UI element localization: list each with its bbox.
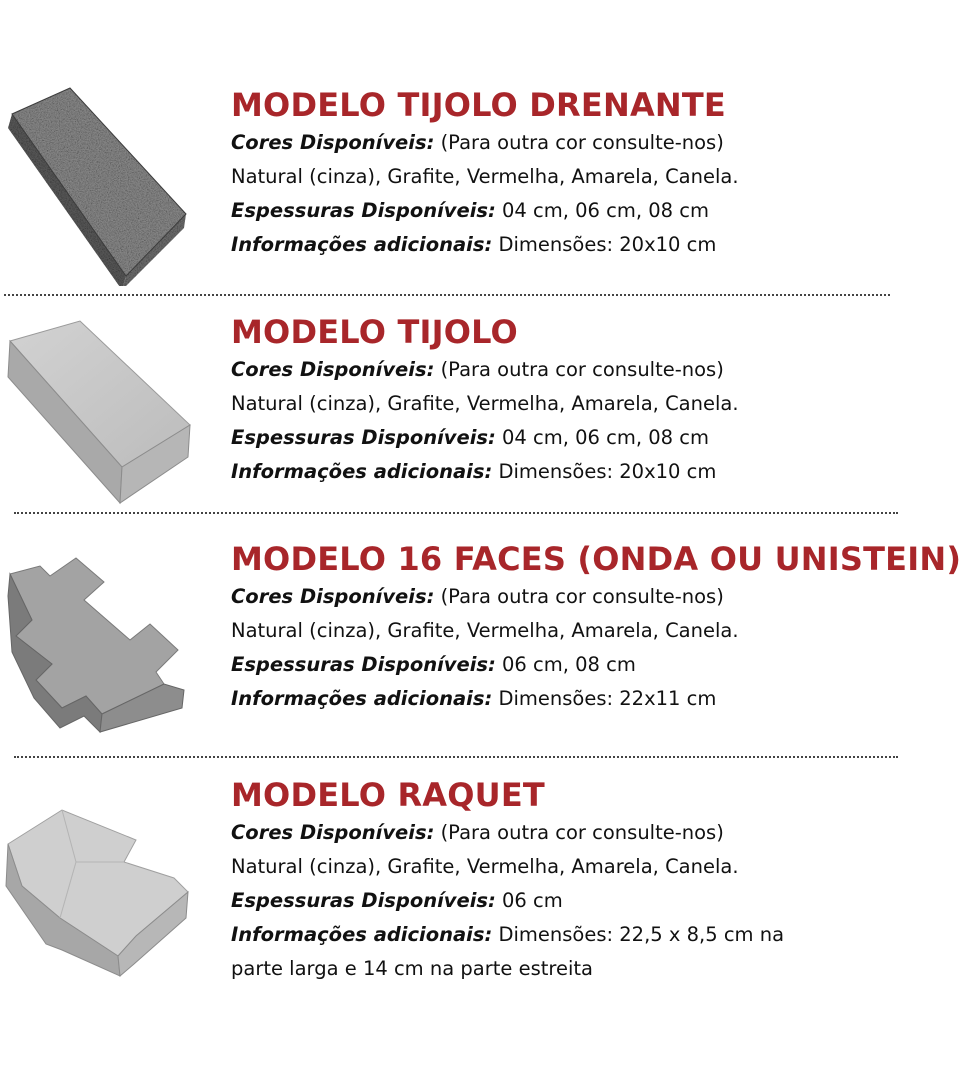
wave-paver-icon xyxy=(2,556,202,756)
colors-label: Cores Disponíveis: xyxy=(231,131,435,154)
info-line xyxy=(231,918,961,952)
info-value-continued: parte larga e 14 cm na parte estreita xyxy=(231,957,593,980)
info-value: Dimensões: 20x10 cm xyxy=(492,460,717,483)
info-label: Informações adicionais: xyxy=(231,687,493,710)
colors-line xyxy=(231,126,961,160)
thickness-value: 04 cm, 06 cm, 08 cm xyxy=(495,199,709,222)
thickness-line xyxy=(231,421,961,455)
colors-list: Natural (cinza), Grafite, Vermelha, Amarela, Canela. xyxy=(231,165,739,188)
colors-line xyxy=(231,816,961,850)
thickness-label: Espessuras Disponíveis: xyxy=(231,426,496,449)
info-line xyxy=(231,228,961,262)
product-title: MODELO TIJOLO DRENANTE xyxy=(231,86,726,124)
thickness-label: Espessuras Disponíveis: xyxy=(231,199,496,222)
info-value: Dimensões: 22x11 cm xyxy=(492,687,717,710)
colors-note: (Para outra cor consulte-nos) xyxy=(434,821,724,844)
thickness-value: 06 cm, 08 cm xyxy=(495,653,636,676)
colors-line xyxy=(231,580,961,614)
colors-note: (Para outra cor consulte-nos) xyxy=(434,585,724,608)
porous-brick-paver-icon xyxy=(4,86,204,286)
divider xyxy=(4,294,890,296)
info-value: Dimensões: 20x10 cm xyxy=(492,233,717,256)
thickness-line xyxy=(231,194,961,228)
product-details xyxy=(231,86,961,262)
thickness-label: Espessuras Disponíveis: xyxy=(231,653,496,676)
colors-line xyxy=(231,353,961,387)
colors-list: Natural (cinza), Grafite, Vermelha, Amarela, Canela. xyxy=(231,392,739,415)
product-title: MODELO RAQUET xyxy=(231,776,545,814)
product-title: MODELO TIJOLO xyxy=(231,313,518,351)
brick-paver-icon xyxy=(4,319,204,519)
thickness-value: 06 cm xyxy=(495,889,563,912)
thickness-line xyxy=(231,648,961,682)
thickness-line xyxy=(231,884,961,918)
divider xyxy=(14,512,898,514)
product-details xyxy=(231,313,961,489)
raquet-paver-icon xyxy=(2,806,202,1006)
info-line xyxy=(231,455,961,489)
thickness-value: 04 cm, 06 cm, 08 cm xyxy=(495,426,709,449)
colors-label: Cores Disponíveis: xyxy=(231,585,435,608)
colors-list: Natural (cinza), Grafite, Vermelha, Amarela, Canela. xyxy=(231,855,739,878)
product-details xyxy=(231,540,961,716)
info-value: Dimensões: 22,5 x 8,5 cm na xyxy=(492,923,785,946)
colors-list: Natural (cinza), Grafite, Vermelha, Amarela, Canela. xyxy=(231,619,739,642)
colors-note: (Para outra cor consulte-nos) xyxy=(434,131,724,154)
info-label: Informações adicionais: xyxy=(231,923,493,946)
product-title: MODELO 16 FACES (ONDA OU UNISTEIN) xyxy=(231,540,962,578)
product-details xyxy=(231,776,961,986)
thickness-label: Espessuras Disponíveis: xyxy=(231,889,496,912)
info-line xyxy=(231,682,961,716)
colors-label: Cores Disponíveis: xyxy=(231,821,435,844)
colors-label: Cores Disponíveis: xyxy=(231,358,435,381)
info-label: Informações adicionais: xyxy=(231,460,493,483)
colors-note: (Para outra cor consulte-nos) xyxy=(434,358,724,381)
divider xyxy=(14,756,898,758)
info-label: Informações adicionais: xyxy=(231,233,493,256)
